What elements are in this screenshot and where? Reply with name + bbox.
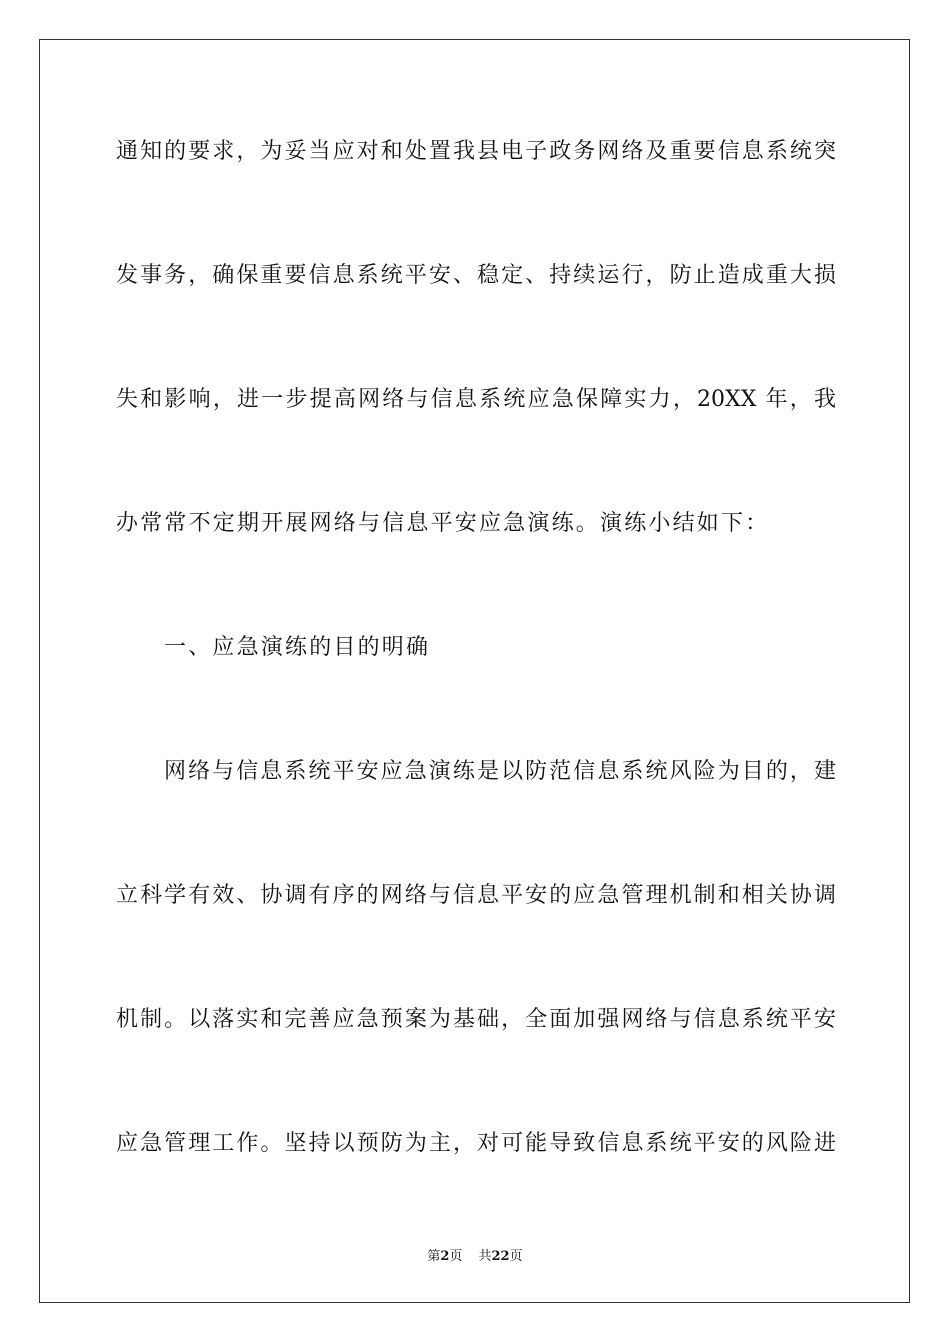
footer-page-total: 22 xyxy=(491,1249,510,1264)
section-heading: 一、应急演练的目的明确 xyxy=(164,635,431,660)
body-line-7: 立科学有效、协调有序的网络与信息平安的应急管理机制和相关协调 xyxy=(116,883,836,908)
body-line-4: 办常常不定期开展网络与信息平安应急演练。演练小结如下： xyxy=(116,511,770,536)
footer-page-suffix: 页 xyxy=(449,1249,463,1264)
page-footer xyxy=(0,1248,950,1266)
footer-page-current: 2 xyxy=(440,1249,450,1264)
body-line-2: 发事务，确保重要信息系统平安、稳定、持续运行，防止造成重大损 xyxy=(116,263,836,288)
footer-page-prefix: 第 xyxy=(427,1249,441,1264)
body-line-9: 应急管理工作。坚持以预防为主，对可能导致信息系统平安的风险进 xyxy=(116,1131,836,1156)
body-line-8: 机制。以落实和完善应急预案为基础，全面加强网络与信息系统平安 xyxy=(116,1007,836,1032)
page-border xyxy=(39,39,910,1303)
footer-total-prefix: 共 xyxy=(478,1249,492,1264)
body-line-3: 失和影响，进一步提高网络与信息系统应急保障实力，20XX 年，我 xyxy=(116,387,836,412)
body-line-1: 通知的要求，为妥当应对和处置我县电子政务网络及重要信息系统突 xyxy=(116,139,836,164)
body-line-6: 网络与信息系统平安应急演练是以防范信息系统风险为目的，建 xyxy=(164,759,836,784)
footer-total-suffix: 页 xyxy=(509,1249,523,1264)
